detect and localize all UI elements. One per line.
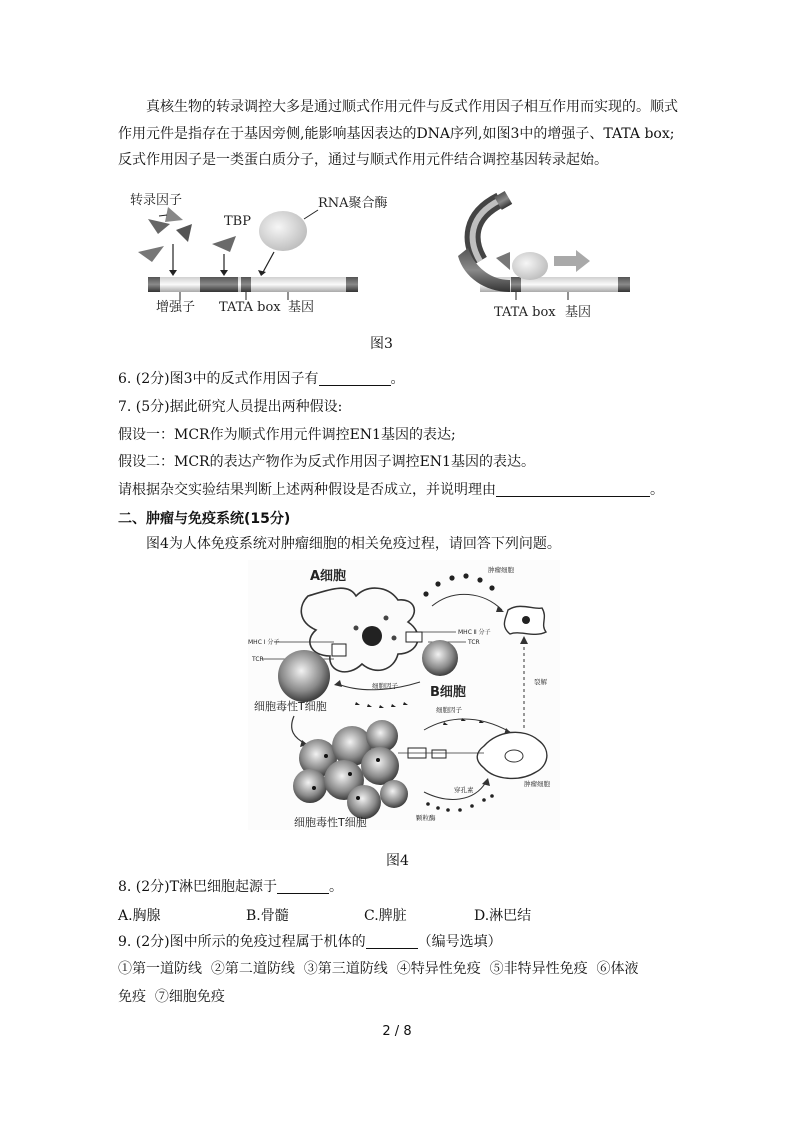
a-cell-label: A细胞 — [310, 569, 347, 584]
tbp-label: TBP — [224, 214, 251, 229]
question-9-options-line-2: 免疫 ⑦细胞免疫 — [118, 989, 225, 1005]
option-c[interactable]: C.脾脏 — [364, 908, 407, 924]
transcription-direction-arrow — [554, 250, 590, 272]
tbp-shape — [212, 236, 236, 252]
question-8-text: 8. (2分)T淋巴细胞起源于 — [118, 879, 277, 895]
granzyme-label: 颗粒酶 — [416, 814, 436, 822]
answer-blank-q6[interactable] — [319, 371, 391, 386]
enhancer-label: 增强子 — [156, 300, 196, 315]
page-number: 2 / 8 — [382, 1024, 412, 1039]
rna-polymerase-bound — [512, 252, 548, 280]
question-7: 7. (5分)据此研究人员提出两种假设: — [118, 399, 343, 415]
tumor-cell-top-label: 肿瘤细胞 — [488, 566, 514, 574]
mhc2-label: MHC Ⅱ 分子 — [458, 629, 491, 636]
hypothesis-2: 假设二：MCR的表达产物作为反式作用因子调控EN1基因的表达。 — [118, 454, 535, 470]
perforin-label: 穿孔素 — [454, 786, 474, 794]
gene-label-right: 基因 — [565, 305, 592, 320]
cytotoxic-t-cell-small — [278, 650, 330, 702]
rna-polymerase-shape — [259, 211, 307, 251]
question-8: 8. (2分)T淋巴细胞起源于 。 — [118, 879, 343, 895]
question-6-text: 6. (2分)图3中的反式作用因子有 — [118, 371, 319, 387]
cytotoxic-t-cell-label-1: 细胞毒性T细胞 — [254, 700, 327, 713]
lysis-label: 裂解 — [534, 678, 547, 686]
question-9: 9. (2分)图中所示的免疫过程属于机体的 （编号选填） — [118, 934, 502, 950]
cytokine-label-2: 细胞因子 — [436, 706, 462, 714]
b-cell-label: B细胞 — [430, 685, 466, 700]
hypothesis-1: 假设一：MCR作为顺式作用元件调控EN1基因的表达; — [118, 427, 456, 443]
figure-4-diagram — [248, 560, 560, 830]
option-d[interactable]: D.淋巴结 — [474, 908, 532, 924]
question-9-options-line-1: ①第一道防线 ②第二道防线 ③第三道防线 ④特异性免疫 ⑤非特异性免疫 ⑥体液 — [118, 961, 639, 977]
transcription-factor-shape — [176, 224, 192, 242]
transcription-factor-shape — [165, 207, 183, 222]
figure-4-caption: 图4 — [386, 853, 409, 869]
cytotoxic-t-cell-label-2: 细胞毒性T细胞 — [294, 816, 367, 829]
a-cell-nucleus — [362, 626, 382, 646]
option-a[interactable]: A.胸腺 — [118, 908, 161, 924]
tumor-cell-bottom-label: 肿瘤细胞 — [524, 780, 550, 788]
answer-blank-q8[interactable] — [277, 879, 329, 894]
tcr-label-left: TCR — [252, 656, 264, 663]
answer-blank-q9[interactable] — [366, 934, 418, 949]
dna-strand-left — [148, 277, 358, 292]
tata-box-label-right: TATA box — [494, 305, 556, 320]
tcr-label-right: TCR — [468, 639, 480, 646]
figure-3-diagram — [118, 186, 638, 326]
transcription-factor-label: 转录因子 — [130, 193, 183, 208]
question-6: 6. (2分)图3中的反式作用因子有 。 — [118, 371, 405, 387]
option-b[interactable]: B.骨髓 — [246, 908, 289, 924]
mhc1-label: MHC Ⅰ 分子 — [248, 639, 280, 646]
tata-box-region — [241, 277, 251, 292]
enhancer-region — [200, 277, 238, 292]
gene-label-left: 基因 — [288, 300, 315, 315]
answer-blank-q7[interactable] — [496, 482, 650, 497]
cytokine-label-1: 细胞因子 — [372, 682, 398, 690]
figure-3-caption: 图3 — [370, 336, 393, 352]
rna-polymerase-label: RNA聚合酶 — [318, 196, 388, 211]
tata-box-label-left: TATA box — [219, 300, 281, 315]
question-7-ask: 请根据杂交实验结果判断上述两种假设是否成立，并说明理由 。 — [118, 482, 664, 498]
b-cell-shape — [422, 640, 458, 676]
transcription-factor-shape — [138, 246, 164, 262]
section-title: 二、肿瘤与免疫系统(15分) — [118, 511, 291, 527]
intro-paragraph: 真核生物的转录调控大多是通过顺式作用元件与反式作用因子相互作用而实现的。顺式作用元件是指存在于基因旁侧,能影响基因表达的DNA序列,如图3中的增强子、TATA box;反式作用因子是一类蛋白质分子，通过与顺式作用元件结合调控基因转录起始。 — [118, 99, 678, 168]
question-9-text: 9. (2分)图中所示的免疫过程属于机体的 — [118, 934, 366, 950]
section-2-intro: 图4为人体免疫系统对肿瘤细胞的相关免疫过程，请回答下列问题。 — [146, 536, 561, 552]
